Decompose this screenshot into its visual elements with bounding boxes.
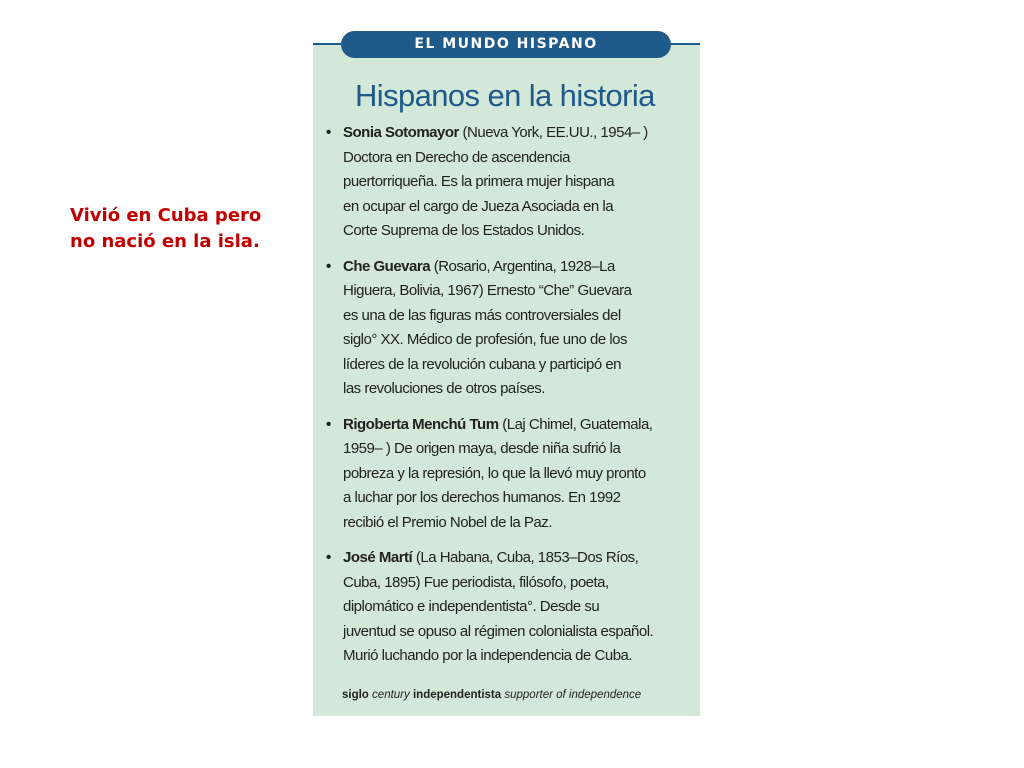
- entry-rigoberta-menchu-tum: [324, 413, 686, 536]
- side-note-line-2: no nació en la isla.: [70, 231, 260, 252]
- glossary-definition: supporter of independence: [504, 689, 642, 701]
- entry-text-line: a luchar por los derechos humanos. En 1992: [343, 489, 621, 506]
- entry-name: José Martí: [343, 549, 413, 566]
- entry-name: Che Guevara: [343, 257, 431, 275]
- entry-text-line: 1959– ) De origen maya, desde niña sufrió la: [343, 440, 621, 457]
- entry-text-line: las revoluciones de otros países.: [343, 380, 545, 397]
- entry-heading-line: [343, 413, 686, 438]
- glossary-definition: century: [372, 689, 410, 701]
- entry-text-line: Murió luchando por la independencia de Cuba.: [343, 647, 633, 664]
- entry-name: Sonia Sotomayor: [343, 124, 459, 141]
- entry-text-line: Corte Suprema de los Estados Unidos.: [343, 222, 585, 239]
- entry-heading-line: [343, 546, 686, 571]
- entry-text-line: Higuera, Bolivia, 1967) Ernesto “Che” Guevara: [343, 282, 632, 299]
- entry-text-line: recibió el Premio Nobel de la Paz.: [343, 513, 552, 531]
- entry-text-line: diplomático e independentista°. Desde su: [343, 598, 600, 615]
- entry-text-line: Doctora en Derecho de ascendencia: [343, 148, 570, 166]
- glossary-footnote: [342, 689, 641, 701]
- entry-text-line: líderes de la revolución cubana y participó en: [343, 355, 622, 373]
- entry-text-line: siglo° XX. Médico de profesión, fue uno de los: [343, 331, 628, 348]
- entry-heading-line: [343, 255, 686, 280]
- entry-jose-marti: [324, 546, 686, 669]
- section-banner: EL MUNDO HISPANO: [341, 31, 671, 58]
- entry-che-guevara: [324, 255, 686, 402]
- entry-text-line: pobreza y la represión, lo que la llevó muy pronto: [343, 464, 646, 482]
- entry-text-line: puertorriqueña. Es la primera mujer hispana: [343, 173, 615, 190]
- glossary-term: independentista: [412, 689, 502, 701]
- entry-dates: (Nueva York, EE.UU., 1954– ): [458, 124, 648, 141]
- entry-text-line: en ocupar el cargo de Jueza Asociada en la: [343, 197, 614, 215]
- entry-heading-line: [343, 121, 686, 146]
- glossary-term: siglo: [342, 689, 369, 701]
- bullet: •: [326, 257, 331, 275]
- entry-dates: (La Habana, Cuba, 1853–Dos Ríos,: [412, 549, 639, 566]
- entry-text-line: juventud se opuso al régimen colonialista español.: [343, 622, 654, 640]
- panel-title: Hispanos en la historia: [355, 78, 655, 113]
- bullet: •: [326, 549, 331, 566]
- entry-dates: (Laj Chimel, Guatemala,: [498, 415, 653, 433]
- side-note: [70, 203, 310, 255]
- entry-sonia-sotomayor: [324, 121, 686, 244]
- entry-text-line: es una de las figuras más controversiales del: [343, 306, 621, 324]
- entry-name: Rigoberta Menchú Tum: [343, 415, 499, 433]
- bullet: •: [326, 415, 331, 433]
- entry-dates: (Rosario, Argentina, 1928–La: [430, 257, 615, 275]
- entry-text-line: Cuba, 1895) Fue periodista, filósofo, poeta,: [343, 573, 609, 591]
- bullet: •: [326, 124, 331, 141]
- entry-list: [324, 121, 686, 680]
- side-note-line-1: Vivió en Cuba pero: [70, 205, 262, 226]
